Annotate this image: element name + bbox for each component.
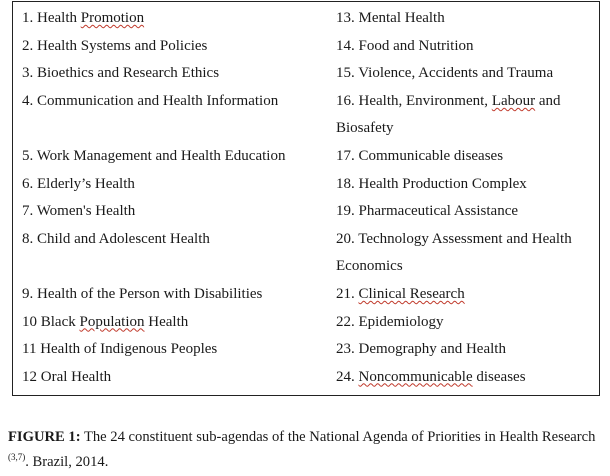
item-text: 8. Child and Adolescent Health xyxy=(22,230,210,247)
item-text: 19. Pharmaceutical Assistance xyxy=(336,203,519,220)
sub-agenda-item xyxy=(336,364,598,392)
item-text: 15. Violence, Accidents and Trauma xyxy=(336,65,554,82)
item-text: 10 Black xyxy=(22,313,80,330)
item-text: 22. Epidemiology xyxy=(336,313,444,330)
spellcheck-word: Population xyxy=(79,313,145,330)
sub-agenda-item xyxy=(336,5,598,33)
sub-agenda-item xyxy=(336,226,598,254)
right-column xyxy=(336,5,598,391)
item-text: 21. xyxy=(336,285,359,302)
left-column xyxy=(22,5,334,391)
sub-agenda-item xyxy=(336,309,598,337)
item-text: 24. xyxy=(336,368,359,385)
item-text: 16. Health, Environment, xyxy=(336,92,492,109)
item-text: 9. Health of the Person with Disabilities xyxy=(22,285,263,302)
sub-agenda-item xyxy=(22,115,334,143)
sub-agenda-item xyxy=(22,336,334,364)
sub-agenda-item xyxy=(336,336,598,364)
spellcheck-word: Promotion xyxy=(80,10,145,26)
item-text: Economics xyxy=(336,258,403,275)
caption-text-end: . Brazil, 2014. xyxy=(25,454,109,470)
item-text: 14. Food and Nutrition xyxy=(336,37,474,54)
item-text: 12 Oral Health xyxy=(22,368,112,385)
sub-agenda-item xyxy=(336,33,598,61)
item-text: 3. Bioethics and Research Ethics xyxy=(22,65,220,82)
sub-agenda-item xyxy=(22,281,334,309)
item-text: Biosafety xyxy=(336,120,394,137)
item-text: 7. Women's Health xyxy=(22,203,136,220)
spellcheck-word: Labour xyxy=(491,92,536,109)
sub-agenda-item xyxy=(336,143,598,171)
item-text: 20. Technology Assessment and Health xyxy=(336,230,572,247)
sub-agenda-item xyxy=(22,364,334,392)
spellcheck-word: Noncommunicable xyxy=(358,368,473,385)
sub-agenda-item xyxy=(22,33,334,61)
sub-agenda-item xyxy=(336,253,598,281)
item-text: diseases xyxy=(472,368,526,385)
sub-agenda-item xyxy=(22,253,334,281)
item-text: 6. Elderly’s Health xyxy=(22,175,135,192)
sub-agenda-item xyxy=(336,198,598,226)
item-text: 1. Health xyxy=(22,10,81,26)
sub-agenda-item xyxy=(22,143,334,171)
sub-agenda-item xyxy=(336,60,598,88)
figure-caption xyxy=(8,425,604,475)
sub-agenda-item xyxy=(336,88,598,116)
item-text: 18. Health Production Complex xyxy=(336,175,527,192)
item-text: 11 Health of Indigenous Peoples xyxy=(22,341,218,358)
sub-agenda-item xyxy=(336,171,598,199)
item-text: 4. Communication and Health Information xyxy=(22,92,279,109)
sub-agenda-item xyxy=(22,60,334,88)
item-text: 23. Demography and Health xyxy=(336,341,506,358)
item-text: 2. Health Systems and Policies xyxy=(22,37,208,54)
item-text: 17. Communicable diseases xyxy=(336,147,504,164)
item-text: 13. Mental Health xyxy=(336,10,445,26)
sub-agenda-item xyxy=(22,309,334,337)
item-text: 5. Work Management and Health Education xyxy=(22,147,286,164)
spellcheck-word: Clinical Research xyxy=(358,285,465,302)
sub-agenda-item xyxy=(336,115,598,143)
sub-agenda-item xyxy=(22,171,334,199)
sub-agenda-item xyxy=(22,5,334,33)
caption-label: FIGURE 1: xyxy=(8,429,81,445)
item-text: and xyxy=(535,92,561,109)
sub-agendas-table xyxy=(12,1,600,396)
item-text: Health xyxy=(144,313,189,330)
sub-agenda-item xyxy=(336,281,598,309)
sub-agenda-item xyxy=(22,226,334,254)
caption-text: The 24 constituent sub-agendas of the National Agenda of Priorities in Health Research xyxy=(80,429,596,445)
caption-reference: (3,7) xyxy=(8,452,26,462)
sub-agenda-item xyxy=(22,88,334,116)
sub-agenda-item xyxy=(22,198,334,226)
